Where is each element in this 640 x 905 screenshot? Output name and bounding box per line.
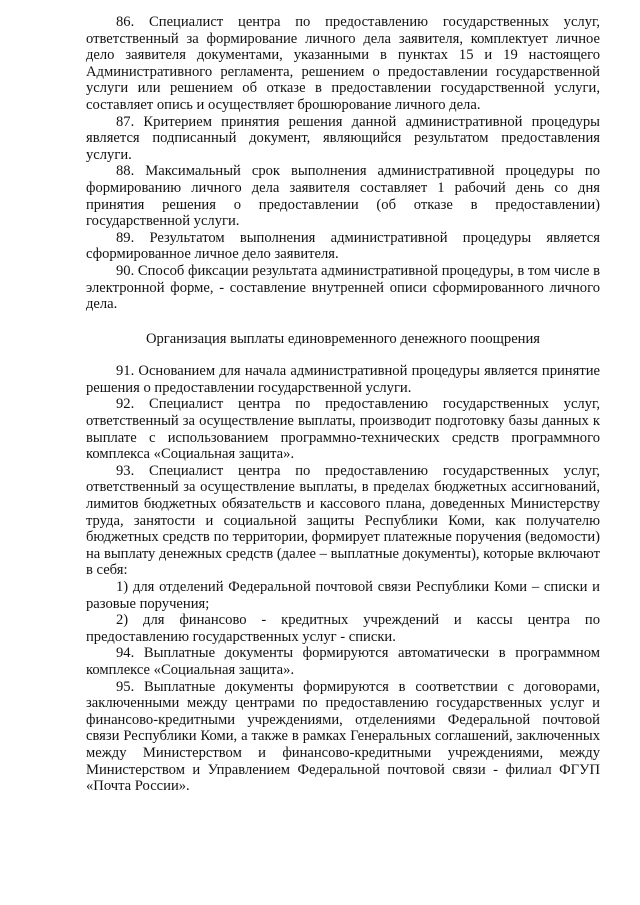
paragraph-92: 92. Специалист центра по предоставлению государственных услуг, ответственный за осуществление выплаты, производит подготовку базы данных к выплате с использованием программно-технических средств программного комплекса «Социальная защита». bbox=[86, 396, 600, 463]
paragraph-94: 94. Выплатные документы формируются автоматически в программном комплексе «Социальная защита». bbox=[86, 645, 600, 678]
section-heading: Организация выплаты единовременного денежного поощрения bbox=[145, 330, 541, 347]
paragraph-95: 95. Выплатные документы формируются в соответствии с договорами, заключенными между центрами по предоставлению государственных услуг и финансово-кредитными учреждениями, отделениями Федеральной почтовой связи Республики Коми, а также в рамках Генеральных соглашений, заключенных между Министерством и финансово-кредитными учреждениями, между Министерством и Управлением Федеральной почтовой связи - филиал ФГУП «Почта России». bbox=[86, 678, 600, 795]
paragraph-91: 91. Основанием для начала административной процедуры является принятие решения о предоставлении государственной услуги. bbox=[86, 363, 600, 396]
paragraph-88: 88. Максимальный срок выполнения административной процедуры по формированию личного дела заявителя составляет 1 рабочий день со дня принятия решения о предоставлении (об отказе в предоставлении) государственной услуги. bbox=[86, 163, 600, 230]
paragraph-86: 86. Специалист центра по предоставлению государственных услуг, ответственный за формирование личного дела заявителя, комплектует личное дело заявителя документами, указанными в пунктах 15 и 19 настоящего Административного регламента, решением о предоставлении государственной услуги или решением об отказе в предоставлении государственной услуги, составляет опись и осуществляет брошюрование личного дела. bbox=[86, 14, 600, 113]
document-page bbox=[86, 14, 600, 795]
paragraph-90: 90. Способ фиксации результата административной процедуры, в том числе в электронной форме, - составление внутренней описи сформированного личного дела. bbox=[86, 262, 600, 313]
list-item-2: 2) для финансово - кредитных учреждений и кассы центра по предоставлению государственных услуг - списки. bbox=[86, 612, 600, 645]
paragraph-89: 89. Результатом выполнения административной процедуры является сформированное личное дело заявителя. bbox=[86, 229, 600, 263]
list-item-1: 1) для отделений Федеральной почтовой связи Республики Коми – списки и разовые поручения; bbox=[86, 579, 600, 612]
paragraph-93: 93. Специалист центра по предоставлению государственных услуг, ответственный за осуществление выплаты, в пределах бюджетных ассигнований, лимитов бюджетных обязательств и кассового плана, доведенных Министерству труда, занятости и социальной защиты Республики Коми, как получателю бюджетных средств по территории, формирует платежные поручения (ведомости) на выплату денежных средств (далее – выплатные документы), которые включают в себя: bbox=[86, 462, 600, 579]
paragraph-87: 87. Критерием принятия решения данной административной процедуры является подписанный документ, являющийся результатом предоставления услуги. bbox=[86, 113, 600, 163]
